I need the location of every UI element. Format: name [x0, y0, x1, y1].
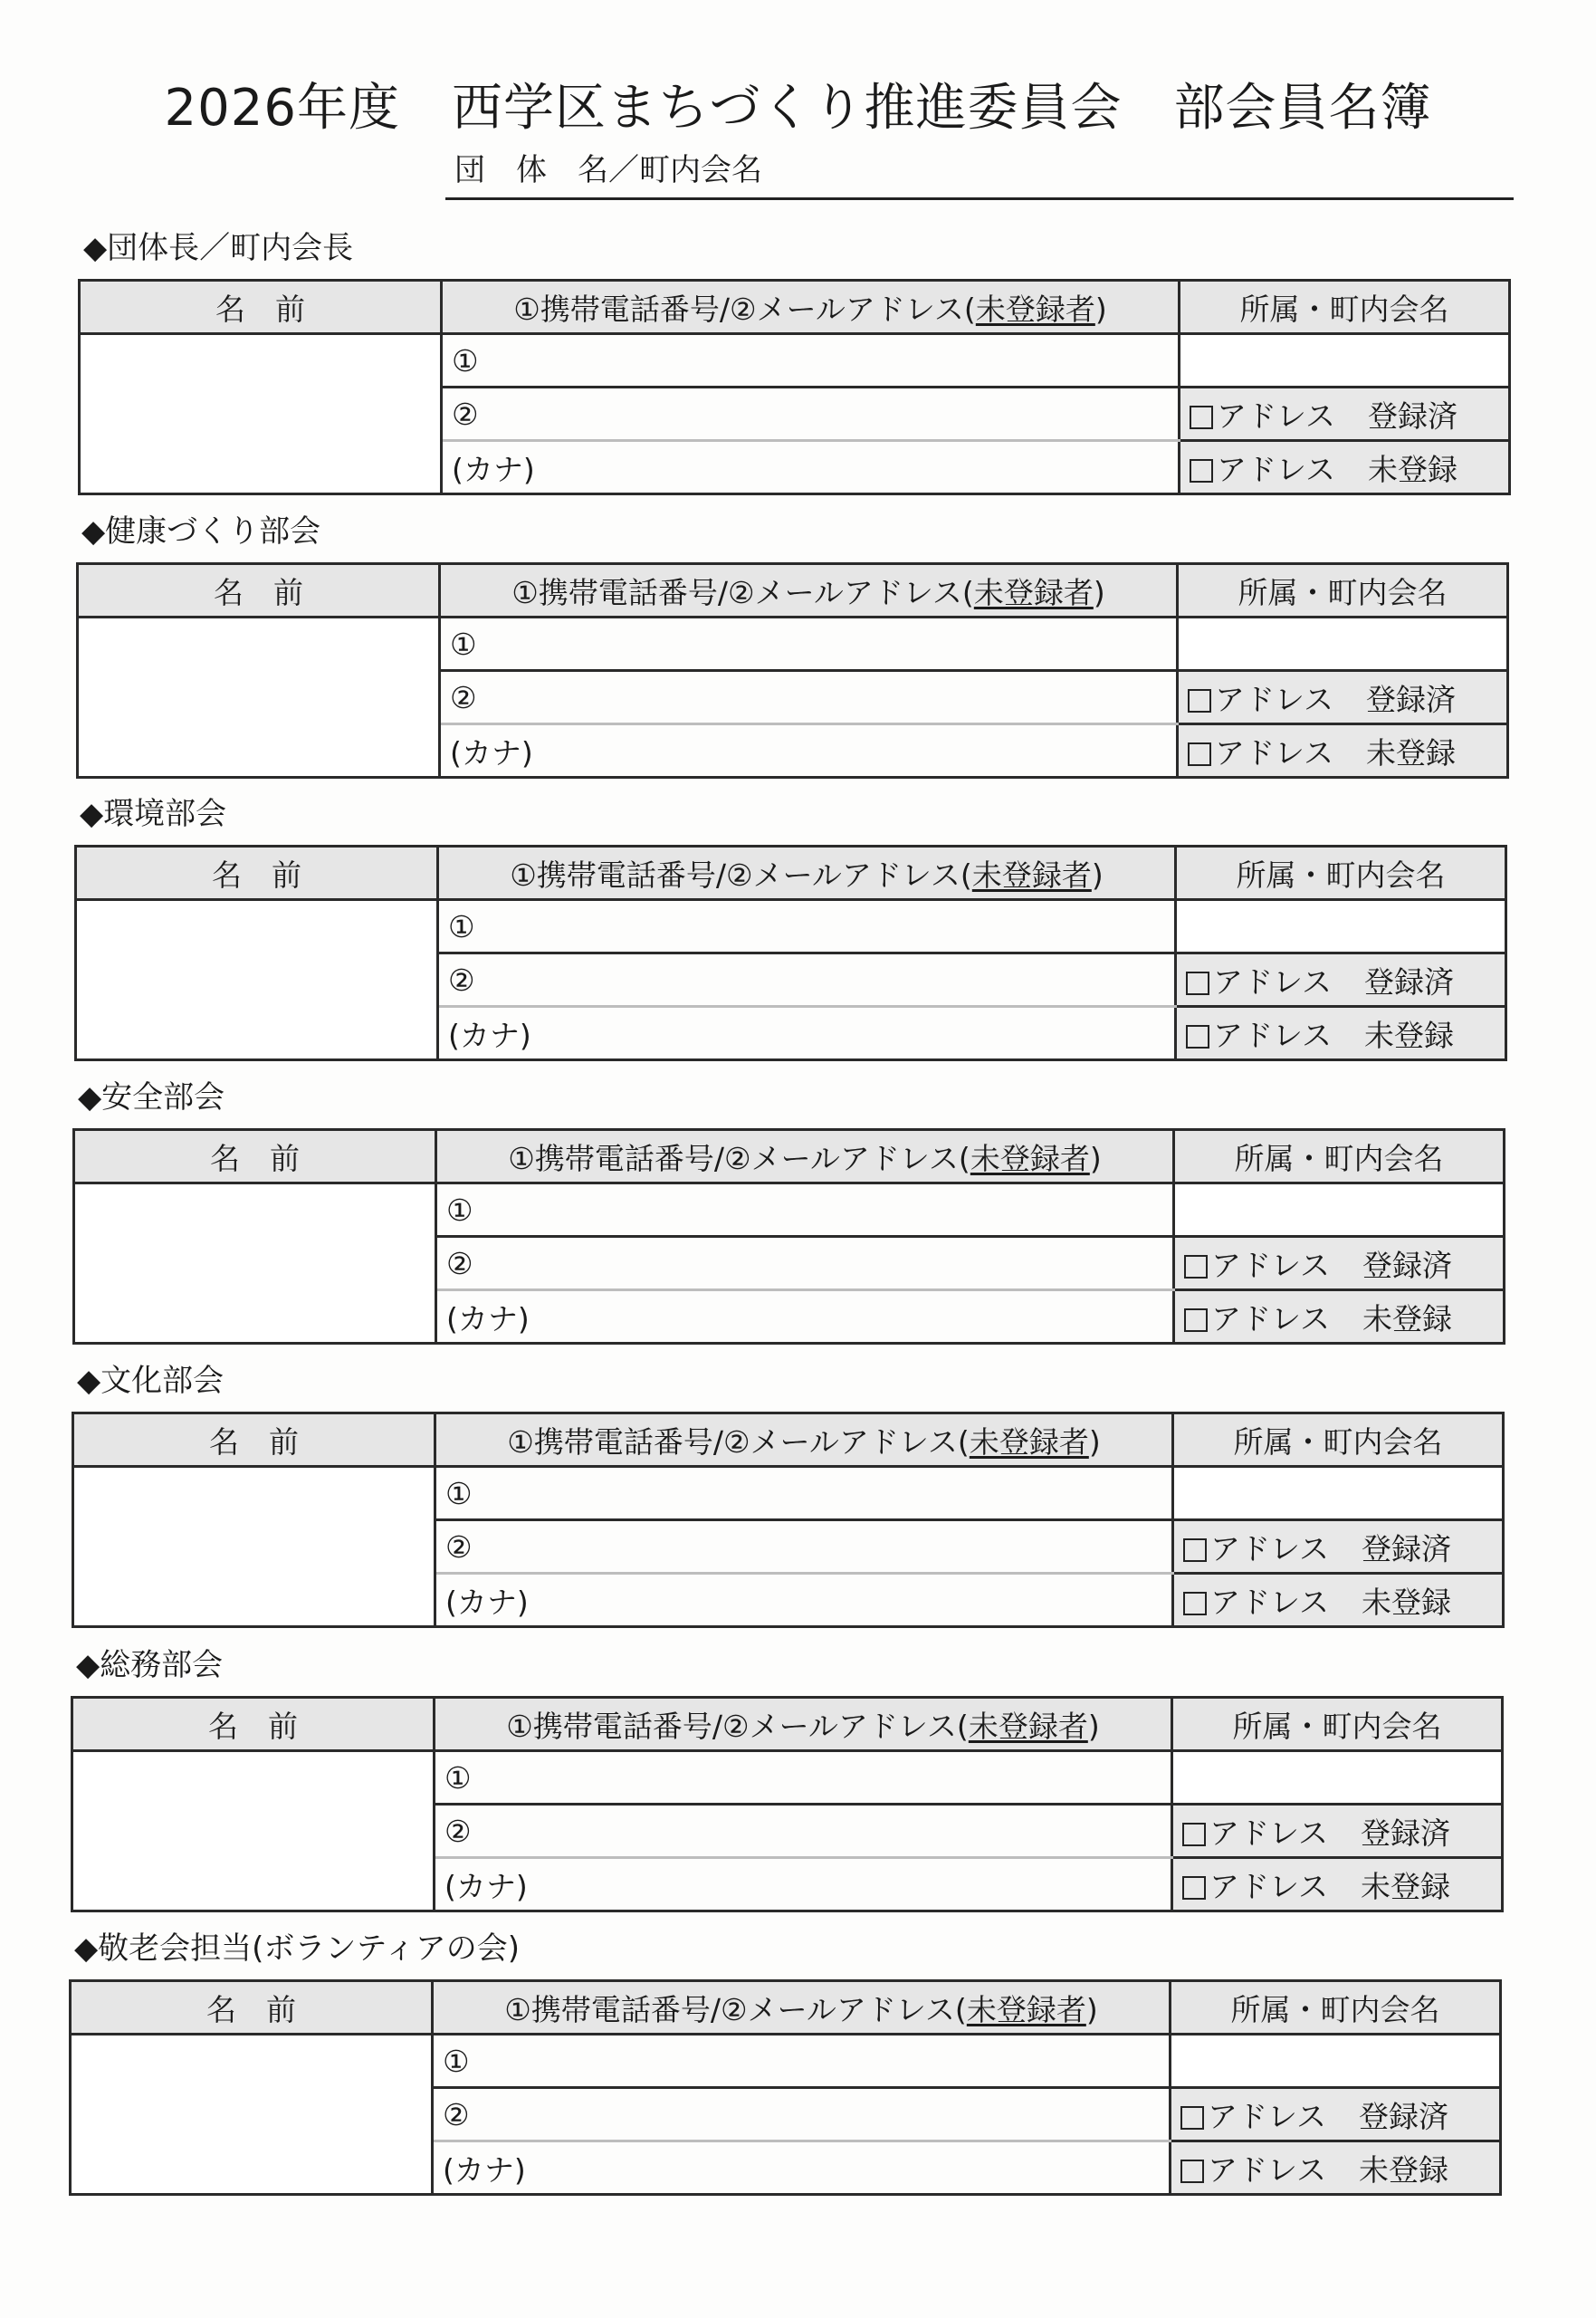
- section-4: [0, 1078, 1596, 1336]
- email-cell[interactable]: [435, 1520, 1173, 1574]
- name-header: 名 前: [76, 847, 438, 900]
- address-word: アドレス: [1208, 2098, 1327, 2134]
- address-word: アドレス: [1217, 451, 1336, 487]
- phone-label: ①: [443, 2043, 470, 2079]
- section-2: [0, 512, 1596, 771]
- phone-label: ①: [452, 342, 479, 378]
- checkbox-icon[interactable]: [1180, 2160, 1204, 2183]
- kana-label: (カナ): [452, 451, 535, 487]
- checkbox-icon[interactable]: [1188, 689, 1211, 713]
- unregistered-label: 未登録: [1361, 1868, 1451, 1904]
- affiliation-header: 所属・町内会名: [1178, 564, 1508, 618]
- checkbox-icon[interactable]: [1183, 1592, 1207, 1615]
- email-cell[interactable]: [433, 2088, 1171, 2141]
- kana-label: (カナ): [445, 1584, 529, 1620]
- kana-cell[interactable]: [440, 724, 1178, 778]
- kana-label: (カナ): [450, 734, 533, 771]
- contact-header: [435, 1413, 1173, 1467]
- contact-header-prefix: ①携帯電話番号/②メールアドレス(: [508, 1140, 970, 1176]
- address-unregistered-option[interactable]: [1173, 1574, 1504, 1627]
- address-word: アドレス: [1211, 1300, 1331, 1336]
- address-unregistered-option[interactable]: [1178, 724, 1508, 778]
- affiliation-cell[interactable]: [1171, 2035, 1501, 2088]
- contact-header-suffix: ): [1088, 1423, 1101, 1460]
- contact-header: [440, 564, 1178, 618]
- address-registered-option[interactable]: [1172, 1805, 1503, 1858]
- unregistered-label: 未登録: [1368, 451, 1458, 487]
- address-registered-option[interactable]: [1171, 2088, 1501, 2141]
- table-row: [73, 1467, 1504, 1520]
- contact-header-underlined: 未登録者: [969, 1423, 1089, 1460]
- kana-cell[interactable]: [438, 1007, 1176, 1060]
- address-registered-option[interactable]: [1178, 671, 1508, 724]
- section-title: ◆健康づくり部会: [81, 513, 321, 550]
- contact-header-underlined: 未登録者: [973, 574, 1094, 610]
- section-title: ◆環境部会: [80, 796, 227, 832]
- affiliation-header: 所属・町内会名: [1171, 1981, 1501, 2035]
- checkbox-icon[interactable]: [1183, 1538, 1207, 1562]
- affiliation-header: 所属・町内会名: [1173, 1413, 1504, 1467]
- contact-header-underlined: 未登録者: [975, 291, 1095, 327]
- section-6: [0, 1645, 1596, 1904]
- affiliation-header: 所属・町内会名: [1176, 847, 1506, 900]
- table-row: [71, 2035, 1501, 2088]
- affiliation-cell[interactable]: [1173, 1467, 1504, 1520]
- name-cell[interactable]: [80, 334, 442, 494]
- registered-label: 登録済: [1364, 963, 1455, 1000]
- table-header-row: [72, 1698, 1503, 1751]
- affiliation-header: 所属・町内会名: [1172, 1698, 1503, 1751]
- kana-label: (カナ): [443, 2151, 526, 2188]
- member-table: [72, 1412, 1505, 1628]
- address-word: アドレス: [1213, 963, 1333, 1000]
- name-header: 名 前: [71, 1981, 433, 2035]
- phone-cell[interactable]: [435, 1467, 1173, 1520]
- table-header-row: [80, 281, 1510, 334]
- email-cell[interactable]: [442, 388, 1180, 441]
- address-word: アドレス: [1210, 1584, 1330, 1620]
- contact-header-underlined: 未登録者: [970, 1140, 1090, 1176]
- affiliation-cell[interactable]: [1172, 1751, 1503, 1805]
- kana-cell[interactable]: [442, 441, 1180, 494]
- address-word: アドレス: [1213, 1017, 1333, 1053]
- phone-cell[interactable]: [436, 1183, 1174, 1237]
- affiliation-cell[interactable]: [1174, 1183, 1505, 1237]
- address-registered-option[interactable]: [1174, 1237, 1505, 1290]
- table-header-row: [74, 1130, 1505, 1183]
- unregistered-label: 未登録: [1364, 1017, 1455, 1053]
- email-label: ②: [443, 2096, 470, 2132]
- section-title: ◆敬老会担当(ボランティアの会): [74, 1930, 520, 1967]
- member-table: [69, 1979, 1502, 2196]
- name-header: 名 前: [73, 1413, 435, 1467]
- table-row: [78, 618, 1508, 671]
- email-cell[interactable]: [440, 671, 1178, 724]
- phone-label: ①: [450, 626, 477, 662]
- affiliation-cell[interactable]: [1180, 334, 1510, 388]
- table-row: [72, 1751, 1503, 1805]
- contact-header-suffix: ): [1091, 857, 1104, 893]
- phone-label: ①: [444, 1759, 472, 1796]
- member-table: [72, 1128, 1505, 1345]
- affiliation-cell[interactable]: [1178, 618, 1508, 671]
- phone-label: ①: [445, 1475, 473, 1511]
- contact-header-prefix: ①携帯電話番号/②メールアドレス(: [511, 574, 974, 610]
- checkbox-icon[interactable]: [1186, 1025, 1209, 1049]
- email-label: ②: [452, 396, 479, 432]
- checkbox-icon[interactable]: [1182, 1823, 1206, 1846]
- address-unregistered-option[interactable]: [1171, 2141, 1501, 2195]
- email-label: ②: [444, 1813, 472, 1849]
- section-7: [0, 1929, 1596, 2188]
- phone-label: ①: [446, 1192, 473, 1228]
- contact-header: [442, 281, 1180, 334]
- organization-name-field[interactable]: [445, 147, 1514, 200]
- contact-header-suffix: ): [1089, 1140, 1102, 1176]
- contact-header-suffix: ): [1085, 1991, 1098, 2027]
- contact-header: [438, 847, 1176, 900]
- checkbox-icon[interactable]: [1186, 972, 1209, 995]
- checkbox-icon[interactable]: [1188, 742, 1211, 766]
- phone-cell[interactable]: [433, 2035, 1171, 2088]
- name-cell[interactable]: [76, 900, 438, 1060]
- address-unregistered-option[interactable]: [1174, 1290, 1505, 1344]
- checkbox-icon[interactable]: [1184, 1255, 1208, 1279]
- section-title: ◆文化部会: [77, 1363, 225, 1399]
- address-unregistered-option[interactable]: [1176, 1007, 1506, 1060]
- email-label: ②: [448, 962, 475, 998]
- contact-header: [436, 1130, 1174, 1183]
- section-5: [0, 1361, 1596, 1620]
- table-row: [80, 334, 1510, 388]
- checkbox-icon[interactable]: [1190, 459, 1213, 483]
- table-header-row: [78, 564, 1508, 618]
- checkbox-icon[interactable]: [1184, 1308, 1208, 1332]
- member-table: [74, 845, 1507, 1061]
- contact-header-prefix: ①携帯電話番号/②メールアドレス(: [507, 1423, 970, 1460]
- contact-header-prefix: ①携帯電話番号/②メールアドレス(: [513, 291, 976, 327]
- address-word: アドレス: [1210, 1530, 1330, 1566]
- contact-header-prefix: ①携帯電話番号/②メールアドレス(: [506, 1708, 969, 1744]
- contact-header-prefix: ①携帯電話番号/②メールアドレス(: [510, 857, 972, 893]
- address-unregistered-option[interactable]: [1180, 441, 1510, 494]
- name-cell[interactable]: [78, 618, 440, 778]
- phone-cell[interactable]: [435, 1751, 1172, 1805]
- registered-label: 登録済: [1362, 1530, 1452, 1566]
- phone-cell[interactable]: [440, 618, 1178, 671]
- table-header-row: [71, 1981, 1501, 2035]
- member-table: [78, 279, 1511, 495]
- checkbox-icon[interactable]: [1180, 2106, 1204, 2130]
- unregistered-label: 未登録: [1362, 1300, 1453, 1336]
- phone-label: ①: [448, 908, 475, 944]
- address-registered-option[interactable]: [1173, 1520, 1504, 1574]
- section-1: [0, 228, 1596, 487]
- kana-label: (カナ): [444, 1868, 528, 1904]
- address-registered-option[interactable]: [1180, 388, 1510, 441]
- section-title: ◆安全部会: [78, 1079, 225, 1116]
- email-label: ②: [445, 1528, 473, 1565]
- contact-header-suffix: ): [1087, 1708, 1100, 1744]
- affiliation-header: 所属・町内会名: [1180, 281, 1510, 334]
- kana-cell[interactable]: [435, 1858, 1172, 1911]
- unregistered-label: 未登録: [1366, 734, 1457, 771]
- table-row: [74, 1183, 1505, 1237]
- name-cell[interactable]: [73, 1467, 435, 1627]
- page-title: 2026年度 西学区まちづくり推進委員会 部会員名簿: [164, 79, 1432, 138]
- affiliation-cell[interactable]: [1176, 900, 1506, 953]
- name-header: 名 前: [78, 564, 440, 618]
- checkbox-icon[interactable]: [1182, 1876, 1206, 1900]
- contact-header-underlined: 未登録者: [966, 1991, 1086, 2027]
- name-cell[interactable]: [72, 1751, 435, 1911]
- table-header-row: [73, 1413, 1504, 1467]
- registered-label: 登録済: [1368, 398, 1458, 434]
- kana-cell[interactable]: [436, 1290, 1174, 1344]
- phone-cell[interactable]: [438, 900, 1176, 953]
- name-cell[interactable]: [71, 2035, 433, 2195]
- section-title: ◆団体長／町内会長: [83, 230, 354, 266]
- kana-cell[interactable]: [435, 1574, 1173, 1627]
- section-3: [0, 794, 1596, 1053]
- name-header: 名 前: [72, 1698, 435, 1751]
- member-table: [71, 1696, 1504, 1912]
- registered-label: 登録済: [1359, 2098, 1449, 2134]
- member-table: [76, 562, 1509, 779]
- unregistered-label: 未登録: [1362, 1584, 1452, 1620]
- affiliation-header: 所属・町内会名: [1174, 1130, 1505, 1183]
- name-header: 名 前: [74, 1130, 436, 1183]
- checkbox-icon[interactable]: [1190, 406, 1213, 429]
- kana-cell[interactable]: [433, 2141, 1171, 2195]
- address-word: アドレス: [1209, 1815, 1329, 1851]
- kana-label: (カナ): [448, 1017, 531, 1053]
- kana-label: (カナ): [446, 1300, 530, 1336]
- address-registered-option[interactable]: [1176, 953, 1506, 1007]
- section-title: ◆総務部会: [76, 1647, 224, 1683]
- contact-header-underlined: 未登録者: [971, 857, 1092, 893]
- email-label: ②: [446, 1245, 473, 1281]
- name-cell[interactable]: [74, 1183, 436, 1344]
- name-header: 名 前: [80, 281, 442, 334]
- address-unregistered-option[interactable]: [1172, 1858, 1503, 1911]
- email-cell[interactable]: [436, 1237, 1174, 1290]
- contact-header: [433, 1981, 1171, 2035]
- address-word: アドレス: [1208, 2151, 1327, 2188]
- email-cell[interactable]: [438, 953, 1176, 1007]
- registered-label: 登録済: [1361, 1815, 1451, 1851]
- contact-header-suffix: ): [1094, 291, 1107, 327]
- address-word: アドレス: [1211, 1247, 1331, 1283]
- address-word: アドレス: [1215, 734, 1334, 771]
- unregistered-label: 未登録: [1359, 2151, 1449, 2188]
- contact-header-underlined: 未登録者: [968, 1708, 1088, 1744]
- address-word: アドレス: [1215, 681, 1334, 717]
- table-header-row: [76, 847, 1506, 900]
- contact-header-suffix: ): [1093, 574, 1105, 610]
- address-word: アドレス: [1217, 398, 1336, 434]
- contact-header-prefix: ①携帯電話番号/②メールアドレス(: [504, 1991, 967, 2027]
- organization-name-label: 団 体 名／町内会名: [454, 152, 762, 188]
- registered-label: 登録済: [1366, 681, 1457, 717]
- registered-label: 登録済: [1362, 1247, 1453, 1283]
- phone-cell[interactable]: [442, 334, 1180, 388]
- email-cell[interactable]: [435, 1805, 1172, 1858]
- table-row: [76, 900, 1506, 953]
- contact-header: [435, 1698, 1172, 1751]
- email-label: ②: [450, 679, 477, 715]
- address-word: アドレス: [1209, 1868, 1329, 1904]
